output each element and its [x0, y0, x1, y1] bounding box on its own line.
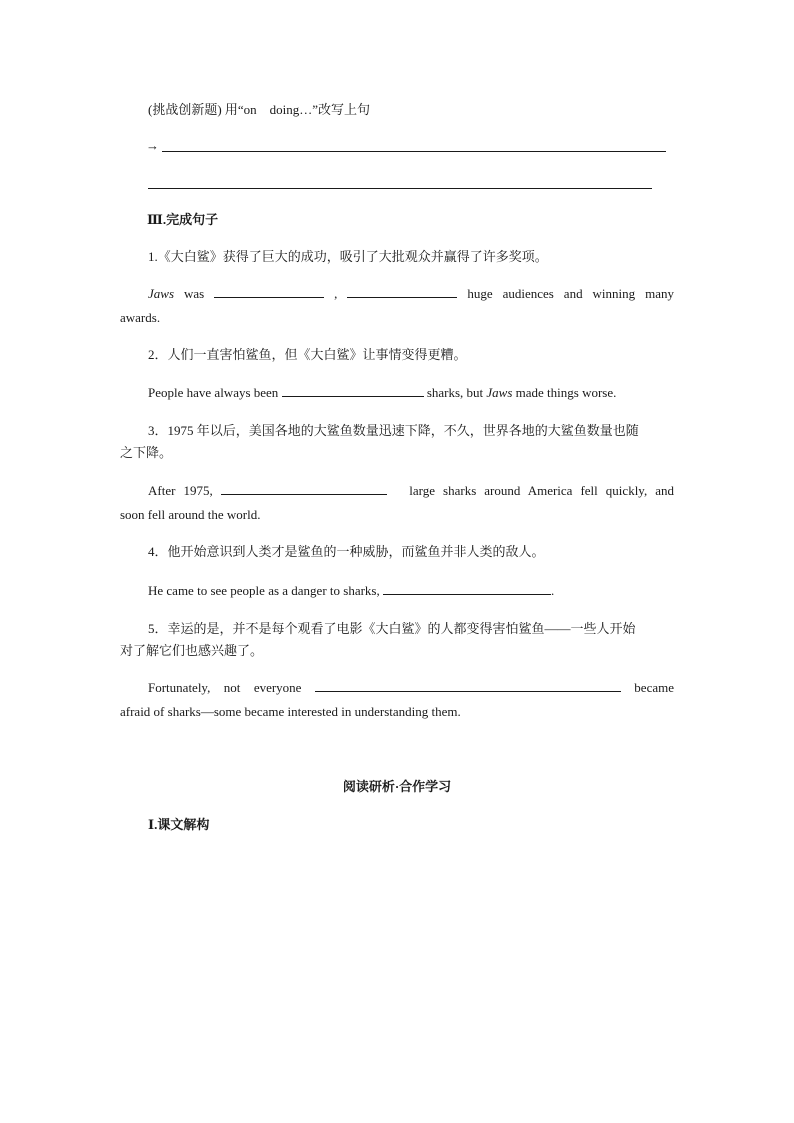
item-5-text-b: not	[223, 680, 241, 695]
item-3-english-cont: soon fell around the world.	[120, 507, 261, 522]
item-4-english	[148, 581, 554, 600]
item-2-text-a: People have always been	[148, 385, 282, 400]
item-1-chinese: 1.《大白鲨》获得了巨大的成功，吸引了大批观众并赢得了许多奖项。	[148, 249, 548, 264]
reading-section-title: 阅读研析·合作学习	[342, 779, 452, 794]
answer-line-1[interactable]	[162, 151, 666, 152]
item-1-english	[120, 282, 674, 306]
item-5-text-c: everyone	[253, 680, 302, 695]
section-heading: Ⅲ.完成句子	[147, 212, 219, 227]
item-2-text-b: sharks, but	[423, 385, 487, 400]
reading-subheading: Ⅰ.课文解构	[148, 817, 210, 832]
film-title: Jaws	[486, 385, 513, 400]
item-1-text-a: was	[174, 286, 215, 301]
item-2-text-c: made things worse.	[512, 385, 617, 400]
item-3-blank[interactable]	[221, 481, 387, 495]
item-3-text-a: After 1975,	[148, 483, 221, 498]
item-3-chinese-2: 之下降。	[120, 445, 173, 460]
item-5-english-cont: afraid of sharks—some became interested in understanding them.	[120, 704, 461, 719]
item-1-text-b: ,	[324, 286, 348, 301]
item-1-blank-2[interactable]	[347, 284, 457, 298]
item-3-chinese-1: 3．1975 年以后，美国各地的大鲨鱼数量迅速下降，不久，世界各地的大鲨鱼数量也随	[148, 423, 639, 438]
item-5-blank[interactable]	[315, 678, 621, 692]
item-1-text-c: huge audiences and winning many	[457, 286, 675, 301]
item-4-blank[interactable]	[383, 581, 551, 595]
item-3-text-b: large sharks around America fell quickly, and	[386, 483, 674, 498]
item-5-chinese-1: 5．幸运的是，并不是每个观看了电影《大白鲨》的人都变得害怕鲨鱼——一些人开始	[148, 621, 636, 636]
answer-line-2[interactable]	[148, 188, 652, 189]
item-5-english	[120, 676, 674, 700]
item-4-text-b: .	[551, 583, 555, 598]
item-5-text-d: became	[634, 680, 674, 695]
arrow-symbol: →	[146, 138, 159, 153]
item-5-chinese-2: 对了解它们也感兴趣了。	[120, 643, 264, 658]
item-2-chinese: 2．人们一直害怕鲨鱼，但《大白鲨》让事情变得更糟。	[148, 347, 467, 362]
item-4-text-a: He came to see people as a danger to sharks,	[148, 583, 383, 598]
item-1-english-cont: awards.	[120, 310, 161, 325]
film-title: Jaws	[148, 286, 174, 301]
item-5-text-a: Fortunately,	[148, 680, 211, 695]
item-1-blank-1[interactable]	[214, 284, 324, 298]
rewrite-prompt: (挑战创新题) 用“on doing…”改写上句	[148, 102, 371, 117]
item-4-chinese: 4．他开始意识到人类才是鲨鱼的一种威胁，而鲨鱼并非人类的敌人。	[148, 544, 545, 559]
item-2-blank[interactable]	[282, 383, 424, 397]
item-2-english	[148, 383, 616, 402]
item-3-english	[120, 479, 674, 503]
